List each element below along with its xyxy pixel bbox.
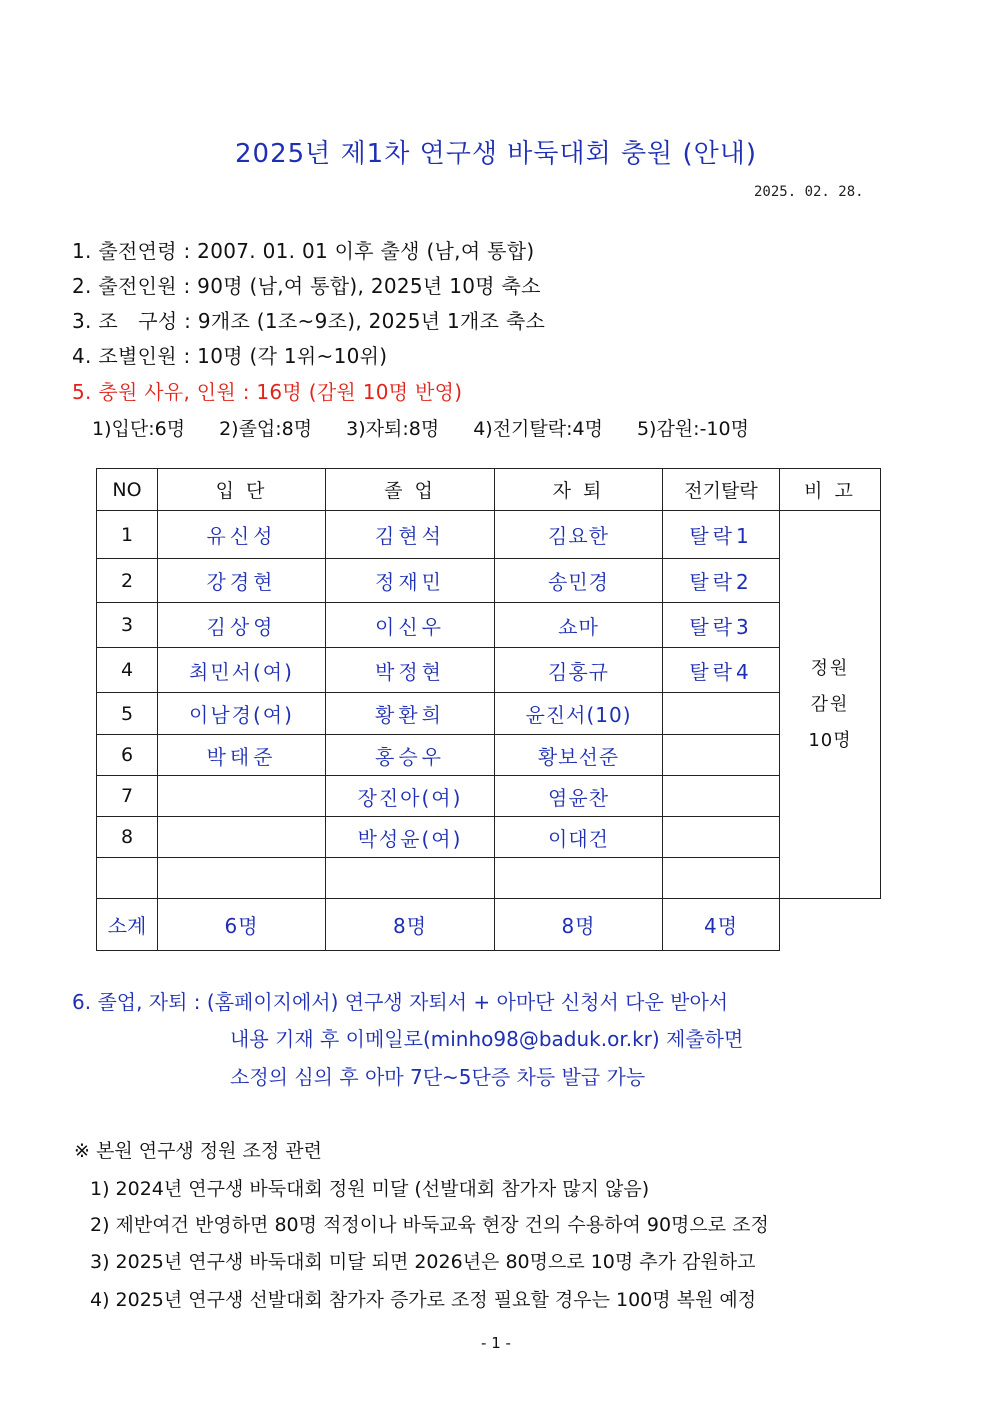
total-pro: 6명 bbox=[158, 899, 326, 951]
page-title: 2025년 제1차 연구생 바둑대회 충원 (안내) bbox=[235, 139, 757, 169]
cell-no: 4 bbox=[97, 648, 158, 693]
cell-graduate: 김현석 bbox=[326, 511, 495, 559]
table-row bbox=[97, 511, 881, 559]
total-graduate: 8명 bbox=[326, 899, 495, 951]
total-label: 소계 bbox=[97, 899, 158, 951]
cell-withdraw: 황보선준 bbox=[495, 735, 663, 776]
cell-withdraw: 염윤찬 bbox=[495, 776, 663, 817]
table-row bbox=[97, 817, 881, 858]
refill-table bbox=[96, 468, 881, 951]
item-group-members: 4. 조별인원 : 10명 (각 1위~10위) bbox=[72, 344, 388, 368]
cell-graduate: 정재민 bbox=[326, 559, 495, 603]
table-header-row bbox=[97, 469, 881, 511]
breakdown-withdraw: 3)자퇴:8명 bbox=[346, 418, 440, 440]
table-row bbox=[97, 693, 881, 735]
cell-no: 3 bbox=[97, 603, 158, 648]
header-dropped: 전기탈락 bbox=[663, 469, 780, 511]
table-total-row bbox=[97, 899, 881, 951]
section6-line1: 6. 졸업, 자퇴 : (홈페이지에서) 연구생 자퇴서 + 아마단 신청서 다운 받아서 bbox=[72, 990, 729, 1014]
cell-withdraw: 쇼마 bbox=[495, 603, 663, 648]
cell-pro: 유신성 bbox=[158, 511, 326, 559]
cell-withdraw bbox=[495, 858, 663, 899]
remarks-cell bbox=[780, 511, 881, 899]
cell-withdraw: 이대건 bbox=[495, 817, 663, 858]
item-participants: 2. 출전인원 : 90명 (남,여 통합), 2025년 10명 축소 bbox=[72, 274, 541, 298]
cell-graduate bbox=[326, 858, 495, 899]
cell-pro: 김상영 bbox=[158, 603, 326, 648]
cell-pro: 이남경(여) bbox=[158, 693, 326, 735]
notice-item: 1) 2024년 연구생 바둑대회 정원 미달 (선발대회 참가자 많지 않음) bbox=[90, 1178, 650, 1200]
table-row bbox=[97, 735, 881, 776]
cell-no: 6 bbox=[97, 735, 158, 776]
header-no: NO bbox=[97, 469, 158, 511]
section6-line3: 소정의 심의 후 아마 7단~5단증 차등 발급 가능 bbox=[230, 1065, 646, 1089]
cell-pro bbox=[158, 858, 326, 899]
breakdown-line bbox=[92, 414, 783, 441]
cell-dropped: 탈락1 bbox=[663, 511, 780, 559]
cell-pro: 강경현 bbox=[158, 559, 326, 603]
cell-withdraw: 김홍규 bbox=[495, 648, 663, 693]
cell-dropped: 탈락3 bbox=[663, 603, 780, 648]
table-row bbox=[97, 776, 881, 817]
cell-pro: 박태준 bbox=[158, 735, 326, 776]
breakdown-pro: 1)입단:6명 bbox=[92, 418, 186, 440]
cell-withdraw: 김요한 bbox=[495, 511, 663, 559]
cell-pro: 최민서(여) bbox=[158, 648, 326, 693]
cell-dropped bbox=[663, 817, 780, 858]
page-number: - 1 - bbox=[481, 1334, 511, 1352]
cell-no bbox=[97, 858, 158, 899]
table-row bbox=[97, 858, 881, 899]
cell-withdraw: 송민경 bbox=[495, 559, 663, 603]
header-graduate: 졸 업 bbox=[326, 469, 495, 511]
item-groups: 3. 조 구성 : 9개조 (1조~9조), 2025년 1개조 축소 bbox=[72, 309, 546, 333]
cell-dropped bbox=[663, 693, 780, 735]
cell-dropped bbox=[663, 735, 780, 776]
cell-graduate: 장진아(여) bbox=[326, 776, 495, 817]
cell-pro bbox=[158, 817, 326, 858]
cell-withdraw: 윤진서(10) bbox=[495, 693, 663, 735]
cell-graduate: 박성윤(여) bbox=[326, 817, 495, 858]
cell-graduate: 이신우 bbox=[326, 603, 495, 648]
document-date: 2025. 02. 28. bbox=[754, 184, 864, 200]
cell-no: 7 bbox=[97, 776, 158, 817]
table-row bbox=[97, 559, 881, 603]
section6-line2: 내용 기재 후 이메일로(minho98@baduk.or.kr) 제출하면 bbox=[230, 1027, 744, 1051]
breakdown-dropped: 4)전기탈락:4명 bbox=[473, 418, 603, 440]
header-pro: 입 단 bbox=[158, 469, 326, 511]
table-row bbox=[97, 603, 881, 648]
cell-no: 5 bbox=[97, 693, 158, 735]
remarks-line: 10명 bbox=[808, 729, 852, 751]
notice-title: ※ 본원 연구생 정원 조정 관련 bbox=[74, 1140, 323, 1162]
header-withdraw: 자 퇴 bbox=[495, 469, 663, 511]
item-age: 1. 출전연령 : 2007. 01. 01 이후 출생 (남,여 통합) bbox=[72, 239, 535, 263]
cell-graduate: 박정현 bbox=[326, 648, 495, 693]
notice-item: 4) 2025년 연구생 선발대회 참가자 증가로 조정 필요할 경우는 100명 복원 예정 bbox=[90, 1289, 757, 1311]
item-refill-reason: 5. 충원 사유, 인원 : 16명 (감원 10명 반영) bbox=[72, 380, 463, 404]
notice-item: 3) 2025년 연구생 바둑대회 미달 되면 2026년은 80명으로 10명 추가 감원하고 bbox=[90, 1251, 756, 1273]
table-row bbox=[97, 648, 881, 693]
cell-graduate: 황환희 bbox=[326, 693, 495, 735]
remarks-line: 감원 bbox=[810, 693, 850, 715]
notice-item: 2) 제반여건 반영하면 80명 적정이나 바둑교육 현장 건의 수용하여 90명으로 조정 bbox=[90, 1214, 769, 1236]
remarks-line: 정원 bbox=[810, 657, 850, 679]
cell-no: 8 bbox=[97, 817, 158, 858]
cell-dropped bbox=[663, 858, 780, 899]
cell-dropped: 탈락4 bbox=[663, 648, 780, 693]
cell-dropped: 탈락2 bbox=[663, 559, 780, 603]
cell-dropped bbox=[663, 776, 780, 817]
cell-no: 2 bbox=[97, 559, 158, 603]
header-remarks: 비 고 bbox=[780, 469, 881, 511]
breakdown-graduate: 2)졸업:8명 bbox=[219, 418, 313, 440]
total-withdraw: 8명 bbox=[495, 899, 663, 951]
total-dropped: 4명 bbox=[663, 899, 780, 951]
cell-pro bbox=[158, 776, 326, 817]
cell-no: 1 bbox=[97, 511, 158, 559]
breakdown-reduction: 5)감원:-10명 bbox=[636, 418, 749, 440]
cell-graduate: 홍승우 bbox=[326, 735, 495, 776]
